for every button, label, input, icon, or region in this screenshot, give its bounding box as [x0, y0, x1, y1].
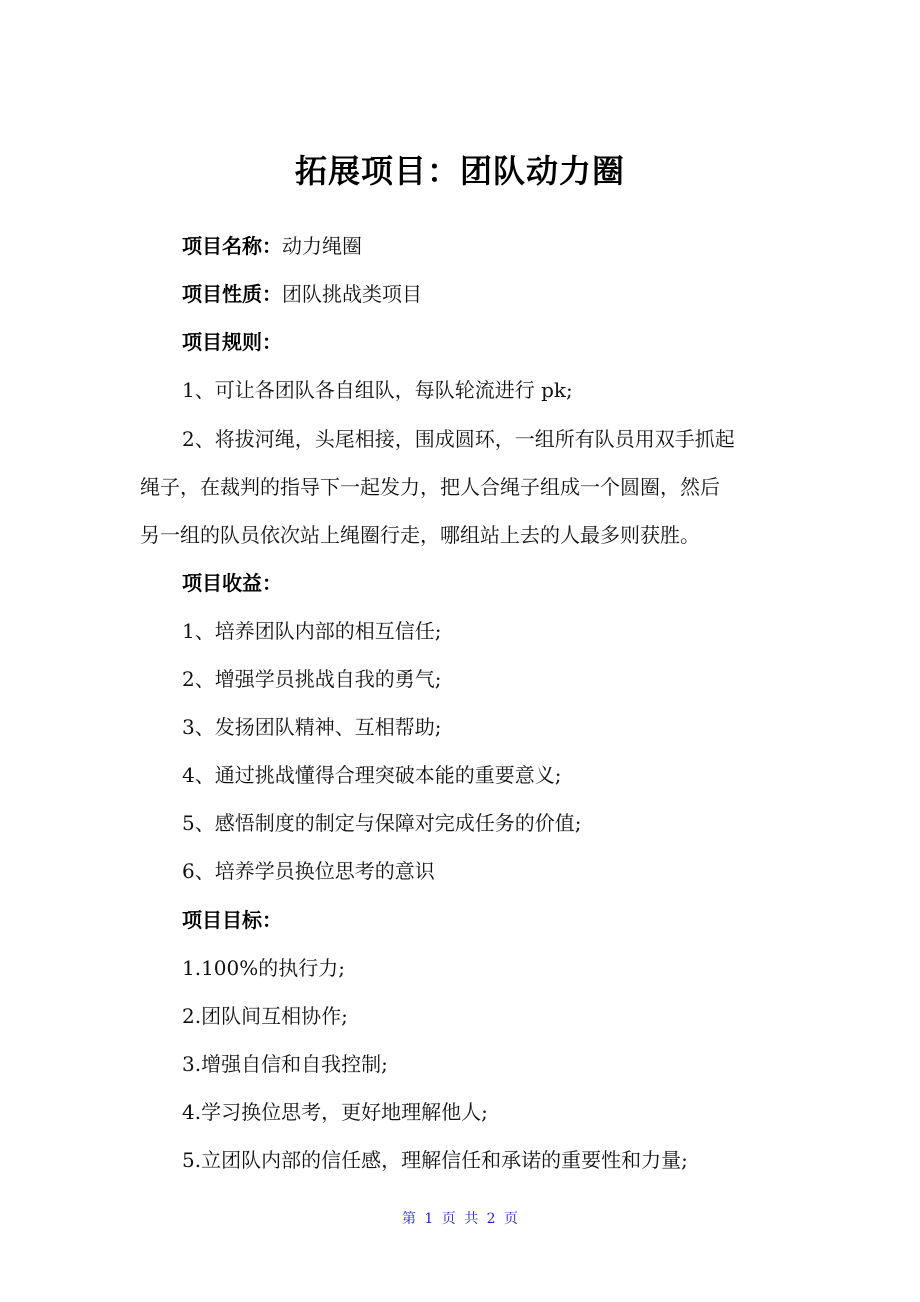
page-number-footer: 第 1 页 共 2 页 — [401, 1211, 519, 1227]
benefits-heading: 项目收益： — [182, 571, 282, 595]
field-project-name — [182, 232, 362, 260]
goals-heading: 项目目标： — [182, 908, 282, 932]
goals-item: 3.增强自信和自我控制; — [182, 1052, 388, 1076]
goals-item: 2.团队间互相协作; — [182, 1004, 348, 1028]
goals-item: 4.学习换位思考，更好地理解他人; — [182, 1100, 488, 1124]
document-title: 拓展项目：团队动力圈 — [294, 152, 625, 190]
benefits-item: 2、增强学员挑战自我的勇气; — [182, 667, 442, 691]
field-value: 团队挑战类项目 — [282, 282, 422, 306]
benefits-item: 3、发扬团队精神、互相帮助; — [182, 715, 442, 739]
benefits-item: 5、感悟制度的制定与保障对完成任务的价值; — [182, 811, 582, 835]
rules-item: 2、将拔河绳，头尾相接，围成圆环，一组所有队员用双手抓起 — [182, 427, 735, 451]
rules-item-continued: 绳子，在裁判的指导下一起发力，把人合绳子组成一个圆圈，然后 — [140, 475, 720, 499]
rules-heading: 项目规则： — [182, 330, 282, 354]
field-label: 项目性质： — [182, 282, 282, 306]
goals-item: 1.100%的执行力; — [182, 956, 345, 980]
field-value: 动力绳圈 — [282, 234, 362, 258]
rules-item: 1、可让各团队各自组队，每队轮流进行 pk; — [182, 378, 573, 402]
benefits-item: 6、培养学员换位思考的意识 — [182, 859, 435, 883]
field-label: 项目名称： — [182, 234, 282, 258]
rules-item-continued: 另一组的队员依次站上绳圈行走，哪组站上去的人最多则获胜。 — [140, 523, 700, 547]
benefits-item: 4、通过挑战懂得合理突破本能的重要意义; — [182, 763, 562, 787]
benefits-item: 1、培养团队内部的相互信任; — [182, 619, 442, 643]
goals-item: 5.立团队内部的信任感，理解信任和承诺的重要性和力量; — [182, 1148, 688, 1172]
field-project-type — [182, 280, 422, 308]
